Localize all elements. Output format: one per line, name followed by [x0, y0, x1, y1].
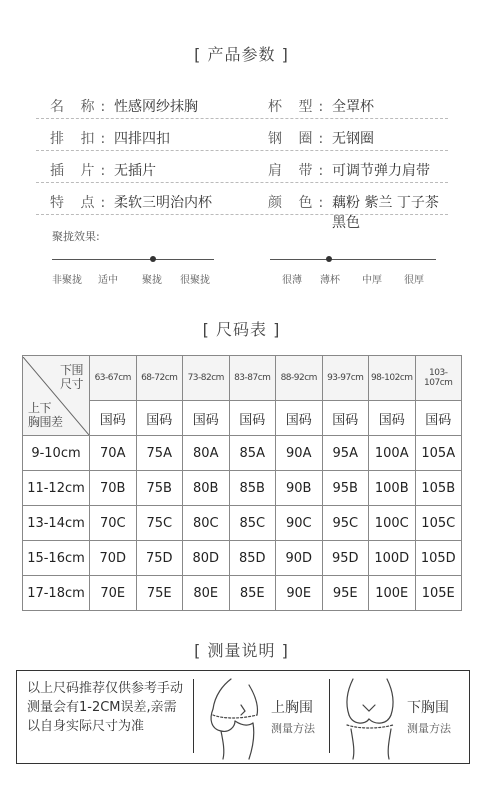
size-cell: 70C [90, 506, 137, 541]
under-bust-header: 83-87cm [229, 356, 276, 401]
size-row [23, 576, 462, 611]
param-row [36, 186, 448, 231]
bust-diff-cell: 9-10cm [23, 436, 90, 471]
guoma-cell: 国码 [276, 401, 323, 436]
guoma-cell: 国码 [90, 401, 137, 436]
size-cell: 75A [136, 436, 183, 471]
size-cell: 80A [183, 436, 230, 471]
measure-box [16, 670, 470, 764]
guoma-cell: 国码 [415, 401, 462, 436]
size-cell: 105D [415, 541, 462, 576]
guoma-cell: 国码 [229, 401, 276, 436]
param-row [36, 154, 448, 183]
guoma-cell: 国码 [183, 401, 230, 436]
under-bust-header: 93-97cm [322, 356, 369, 401]
table-header-row [23, 356, 462, 401]
size-cell: 85B [229, 471, 276, 506]
guoma-cell: 国码 [369, 401, 416, 436]
scale-tick: 中厚 [362, 275, 382, 286]
under-bust-header: 73-82cm [183, 356, 230, 401]
size-table [22, 355, 462, 611]
param-value: 可调节弹力肩带 [332, 163, 430, 179]
push-up-scale [52, 249, 214, 289]
size-cell: 85D [229, 541, 276, 576]
divider [329, 679, 330, 753]
size-chart-title: [ 尺码表 ] [202, 320, 281, 339]
size-cell: 95D [322, 541, 369, 576]
thickness-scale [270, 249, 436, 289]
lower-bust-title: 下胸围 [407, 700, 449, 716]
under-bust-header: 88-92cm [276, 356, 323, 401]
guoma-cell: 国码 [136, 401, 183, 436]
size-cell: 85E [229, 576, 276, 611]
size-cell: 80B [183, 471, 230, 506]
param-value: 无钢圈 [332, 131, 374, 147]
size-cell: 100C [369, 506, 416, 541]
param-label: 杯 型: [268, 99, 330, 115]
size-cell: 85C [229, 506, 276, 541]
scale-tick: 薄杯 [320, 275, 340, 286]
size-cell: 80E [183, 576, 230, 611]
size-cell: 100B [369, 471, 416, 506]
size-cell: 95B [322, 471, 369, 506]
param-label: 肩 带: [268, 163, 330, 179]
size-cell: 90E [276, 576, 323, 611]
thickness-indicator [326, 256, 332, 262]
size-cell: 70B [90, 471, 137, 506]
param-label: 钢 圈: [268, 131, 330, 147]
bust-diff-cell: 13-14cm [23, 506, 90, 541]
size-cell: 70D [90, 541, 137, 576]
size-cell: 75C [136, 506, 183, 541]
under-bust-header: 98-102cm [369, 356, 416, 401]
param-row [36, 122, 448, 151]
size-row [23, 506, 462, 541]
size-cell: 100E [369, 576, 416, 611]
size-cell: 95C [322, 506, 369, 541]
param-value: 藕粉 紫兰 丁子茶 黑色 [332, 195, 439, 231]
under-bust-header: 103-107cm [415, 356, 462, 401]
size-cell: 80C [183, 506, 230, 541]
under-bust-header: 63-67cm [90, 356, 137, 401]
bust-diff-cell: 11-12cm [23, 471, 90, 506]
lower-bust-figure-icon [335, 675, 405, 761]
param-value: 四排四扣 [114, 131, 170, 147]
size-cell: 95E [322, 576, 369, 611]
size-cell: 90A [276, 436, 323, 471]
scale-tick: 聚拢 [142, 275, 162, 286]
under-bust-header: 68-72cm [136, 356, 183, 401]
size-cell: 90D [276, 541, 323, 576]
lower-bust-sub: 测量方法 [407, 722, 451, 735]
size-cell: 70E [90, 576, 137, 611]
size-cell: 90C [276, 506, 323, 541]
upper-bust-label [271, 697, 315, 736]
size-cell: 75D [136, 541, 183, 576]
size-cell: 105C [415, 506, 462, 541]
param-label: 插 片: [50, 163, 112, 179]
size-row [23, 541, 462, 576]
bust-diff-cell: 17-18cm [23, 576, 90, 611]
size-row [23, 471, 462, 506]
size-cell: 75B [136, 471, 183, 506]
param-label: 名 称: [50, 99, 112, 115]
param-label: 排 扣: [50, 131, 112, 147]
size-cell: 100D [369, 541, 416, 576]
param-label: 颜 色: [268, 195, 330, 211]
measure-title: [ 测量说明 ] [194, 641, 289, 660]
bust-diff-cell: 15-16cm [23, 541, 90, 576]
size-cell: 105A [415, 436, 462, 471]
size-cell: 80D [183, 541, 230, 576]
upper-bust-figure-icon [201, 675, 271, 761]
param-value: 无插片 [114, 163, 156, 179]
size-cell: 100A [369, 436, 416, 471]
scale-tick: 很薄 [282, 275, 302, 286]
scale-tick: 非聚拢 [52, 275, 82, 286]
divider [193, 679, 194, 753]
param-value: 全罩杯 [332, 99, 374, 115]
size-cell: 105B [415, 471, 462, 506]
push-up-indicator [150, 256, 156, 262]
guoma-cell: 国码 [322, 401, 369, 436]
scale-tick: 很聚拢 [180, 275, 210, 286]
size-cell: 95A [322, 436, 369, 471]
upper-bust-sub: 测量方法 [271, 722, 315, 735]
size-row [23, 436, 462, 471]
table-corner-cell [23, 356, 90, 436]
size-cell: 90B [276, 471, 323, 506]
size-cell: 75E [136, 576, 183, 611]
corner-bust-diff-label: 上下 胸围差 [28, 400, 63, 429]
size-cell: 105E [415, 576, 462, 611]
size-cell: 85A [229, 436, 276, 471]
param-value: 性感网纱抹胸 [114, 99, 198, 115]
scale-tick: 很厚 [404, 275, 424, 286]
params-title: [ 产品参数 ] [194, 45, 289, 64]
scale-tick: 适中 [98, 275, 118, 286]
lower-bust-label [407, 697, 451, 736]
effect-label: 聚拢效果: [52, 230, 100, 243]
corner-under-bust-label: 下围 尺寸 [59, 362, 83, 391]
upper-bust-title: 上胸围 [271, 700, 313, 716]
size-cell: 70A [90, 436, 137, 471]
param-value: 柔软三明治内杯 [114, 195, 212, 211]
param-label: 特 点: [50, 195, 112, 211]
param-row [36, 90, 448, 119]
measure-note: 以上尺码推荐仅供参考手动测量会有1-2CM误差,亲需以自身实际尺寸为准 [27, 681, 184, 734]
